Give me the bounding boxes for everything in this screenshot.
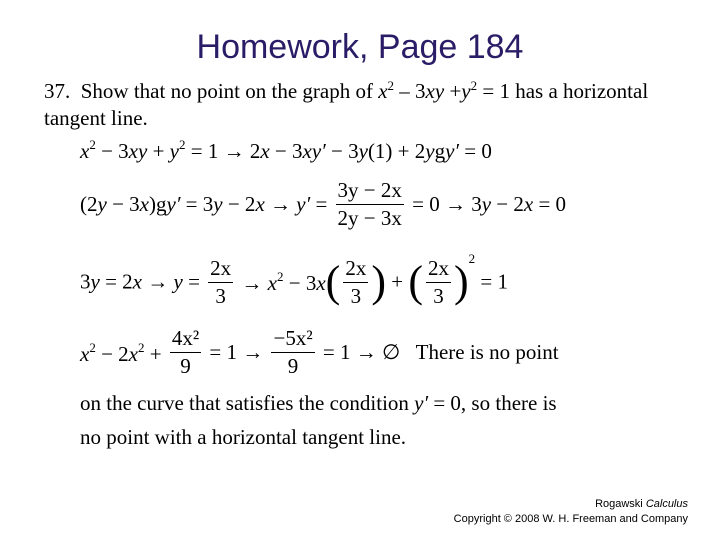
conclusion-line-2: no point with a horizontal tangent line. — [80, 425, 407, 449]
credits: Rogawski Calculus Copyright © 2008 W. H. Freeman and Company — [453, 498, 688, 525]
conclusion-line-1: on the curve that satisfies the condition y′ = 0, so there is — [80, 391, 557, 415]
fraction-yprime: $\frac{3y - 2x}{2y - 3x}$ — [337, 178, 402, 230]
problem-number: 37. — [44, 79, 71, 103]
math-step-1: $x^2 - 3xy + y^2 = 1 \to 2x - 3xy' - 3y(1) + 2ygy' = 0$ — [80, 137, 492, 163]
math-step-3: 3y = 2x → y = $\frac{2x}{3}$ → $x^2 - 3x$( $\frac{2x}{3}$ ) + ( $\frac{2x}{3}$ )$^2$ = 1 — [80, 251, 508, 308]
fraction-neg5x2-over-9: $\frac{\text{−5x²}}{9}$ — [273, 326, 313, 378]
math-step-4: $x^2 - 2x^2$ + $\frac{\text{4x²}}{9}$ = 1 → $\frac{\text{−5x²}}{9}$ = 1 → ∅ There is no point — [80, 326, 559, 378]
fraction-4x2-over-9: $\frac{\text{4x²}}{9}$ — [171, 326, 200, 378]
fraction-2x-over-3-c: $\frac{2x}{3}$ — [427, 255, 449, 308]
fraction-2x-over-3-b: $\frac{2x}{3}$ — [345, 255, 367, 308]
copyright: Copyright © 2008 W. H. Freeman and Company — [453, 513, 688, 525]
problem-statement: 37. Show that no point on the graph of $x^2 - 3xy +y^2 = 1$ has a horizontal tangent line. — [44, 78, 649, 130]
math-step-2: (2y − 3x)gy′ = 3y − 2x → y′ = $\frac{3y - 2x}{2y - 3x}$ = 0 → 3y − 2x = 0 — [80, 178, 567, 230]
page-title: Homework, Page 184 — [196, 28, 524, 66]
fraction-2x-over-3: $\frac{2x}{3}$ — [210, 255, 232, 308]
